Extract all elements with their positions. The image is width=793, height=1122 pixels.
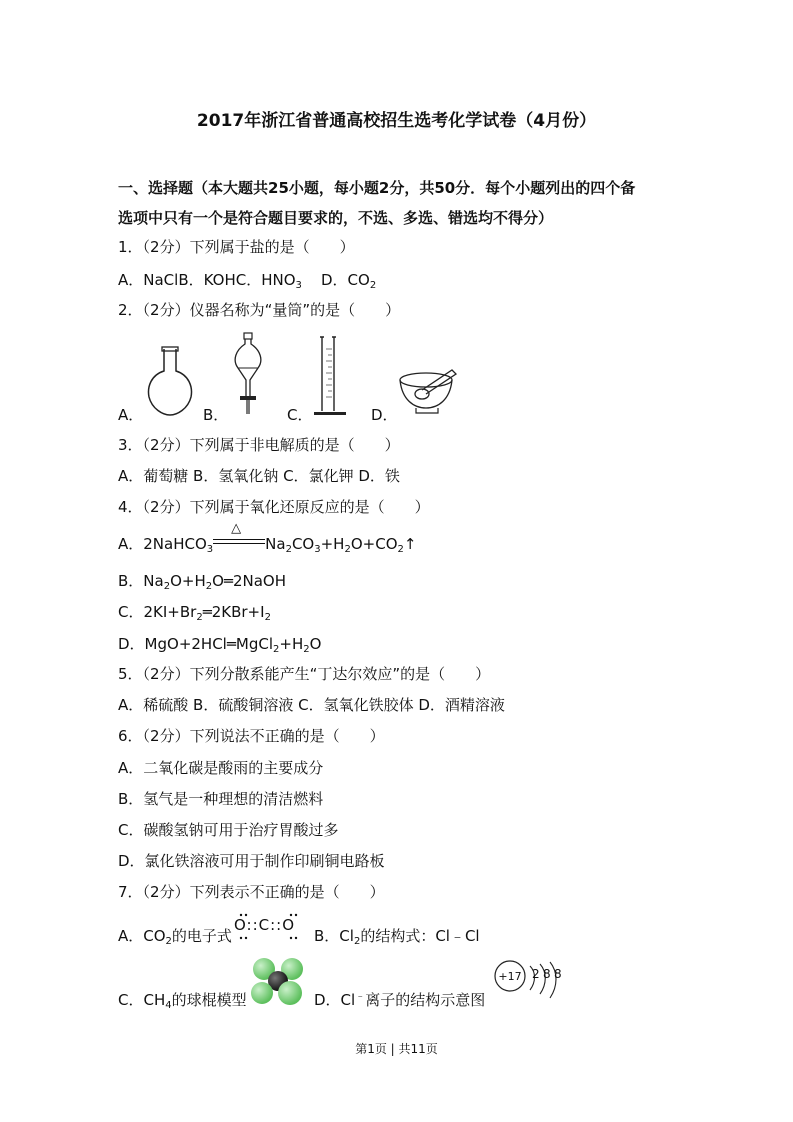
q7-option-b — [314, 926, 480, 946]
q4-b-sub2: 2 — [205, 581, 213, 592]
q3-options: A．葡萄糖 B．氢氧化钠 C．氯化钾 D．铁 — [118, 467, 400, 485]
q1-option-d-sub: 2 — [369, 280, 377, 291]
q1-option-a: A．NaCl — [118, 271, 179, 289]
q1-option-c: C．HNO — [235, 271, 296, 289]
q4-a-sub3: 3 — [314, 544, 321, 555]
mortar-pestle-image — [396, 366, 460, 418]
q7-d-sup: ﹣ — [355, 991, 366, 1002]
section-heading-line1: 一、选择题（本大题共25小题，每小题2分，共50分．每个小题列出的四个备 — [118, 179, 636, 197]
q4-option-d — [118, 634, 321, 654]
q4-a-text4: +H — [320, 535, 345, 553]
q7-option-d — [314, 990, 485, 1010]
q3-stem: 3．（2分）下列属于非电解质的是（ ） — [118, 436, 400, 454]
q4-option-c — [118, 602, 271, 622]
q4-c-sub2: 2 — [264, 612, 271, 623]
q7-b-text2: 的结构式：Cl﹣Cl — [360, 927, 480, 945]
q7-a-text2: 的电子式 — [171, 927, 232, 945]
q7-b-sub1: 2 — [353, 936, 361, 947]
q4-stem: 4．（2分）下列属于氧化还原反应的是（ ） — [118, 498, 430, 516]
q7-d-text2: 离子的结构示意图 — [365, 991, 486, 1009]
q4-a-sub2: 2 — [285, 544, 292, 555]
q4-option-b — [118, 571, 286, 591]
separatory-funnel-image — [228, 332, 268, 418]
ch4-ball-stick-model-image — [248, 955, 308, 1007]
q1-stem: 1．（2分）下列属于盐的是（ ） — [118, 238, 355, 256]
q4-d-text2: +H — [279, 635, 304, 653]
heat-symbol: △ — [231, 521, 242, 536]
q4-b-text3: O═2NaOH — [212, 572, 287, 590]
q4-a-sub5: 2 — [397, 544, 404, 555]
q1-options — [118, 270, 376, 290]
q7-c-text2: 的球棍模型 — [171, 991, 247, 1009]
q4-d-text1: D．MgO+2HCl═MgCl — [118, 635, 273, 653]
q4-b-text1: B．Na — [118, 572, 164, 590]
nucleus-charge: +17 — [498, 970, 522, 983]
q2-option-b: B． — [203, 406, 229, 424]
q4-b-text2: O+H — [170, 572, 206, 590]
q6-option-b: B．氢气是一种理想的清洁燃料 — [118, 790, 324, 808]
q1-option-d: D．CO — [320, 271, 370, 289]
cl-ion-structure-diagram — [492, 958, 582, 1004]
gas-arrow: ↑ — [403, 535, 417, 553]
q7-stem: 7．（2分）下列表示不正确的是（ ） — [118, 883, 385, 901]
round-bottom-flask-image — [145, 345, 195, 417]
q2-option-a: A． — [118, 406, 144, 424]
q4-c-text1: C．2KI+Br — [118, 603, 197, 621]
q4-a-text5: O+CO — [350, 535, 398, 553]
q7-c-text1: C．CH — [118, 991, 166, 1009]
q6-option-c: C．碳酸氢钠可用于治疗胃酸过多 — [118, 821, 339, 839]
q4-a-sub: 3 — [206, 544, 214, 555]
q2-stem: 2．（2分）仪器名称为“量筒”的是（ ） — [118, 301, 401, 319]
q4-a-text3: CO — [291, 535, 315, 553]
q7-c-sub1: 4 — [165, 1000, 172, 1011]
q7-a-sub1: 2 — [165, 936, 172, 947]
shell-3-electrons: 8 — [554, 967, 562, 981]
q4-option-a — [118, 521, 417, 555]
q4-d-text3: O — [309, 635, 322, 653]
q4-c-text2: ═2KBr+I — [202, 603, 265, 621]
q6-stem: 6．（2分）下列说法不正确的是（ ） — [118, 727, 385, 745]
q5-stem: 5．（2分）下列分散系能产生“丁达尔效应”的是（ ） — [118, 665, 491, 683]
q7-option-c — [118, 990, 247, 1010]
q2-option-d: D． — [371, 406, 398, 424]
graduated-cylinder-image — [312, 335, 352, 417]
q4-a-text: A．2NaHCO — [118, 535, 207, 553]
q2-option-c: C． — [287, 406, 313, 424]
q4-b-sub1: 2 — [163, 581, 171, 592]
q4-d-sub2: 2 — [303, 644, 310, 655]
q4-d-sub1: 2 — [273, 644, 280, 655]
page-title: 2017年浙江省普通高校招生选考化学试卷（4月份） — [196, 111, 597, 131]
section-heading-line2: 选项中只有一个是符合题目要求的，不选、多选、错选均不得分） — [118, 209, 554, 227]
q4-a-sub4: 2 — [344, 544, 351, 555]
q4-c-sub1: 2 — [196, 612, 203, 623]
co2-electron-formula: O::C::O — [234, 916, 296, 934]
page-footer: 第1页 | 共11页 — [355, 1042, 438, 1056]
shell-1-electrons: 2 — [532, 967, 540, 981]
q6-option-d: D．氯化铁溶液可用于制作印刷铜电路板 — [118, 852, 385, 870]
q1-option-b: B．KOH — [178, 271, 236, 289]
shell-2-electrons: 8 — [543, 967, 551, 981]
q4-a-text2: Na — [265, 535, 286, 553]
electron-dots — [236, 912, 302, 940]
q7-a-text1: A．CO — [118, 927, 166, 945]
q7-option-a — [118, 926, 232, 946]
q7-d-text1: D．Cl — [314, 991, 356, 1009]
q7-b-text1: B．Cl — [314, 927, 354, 945]
q1-option-c-sub: 3 — [295, 280, 302, 291]
q5-options: A．稀硫酸 B．硫酸铜溶液 C．氢氧化铁胶体 D．酒精溶液 — [118, 696, 505, 714]
q6-option-a: A．二氧化碳是酸雨的主要成分 — [118, 759, 324, 777]
reaction-arrow — [213, 521, 265, 549]
